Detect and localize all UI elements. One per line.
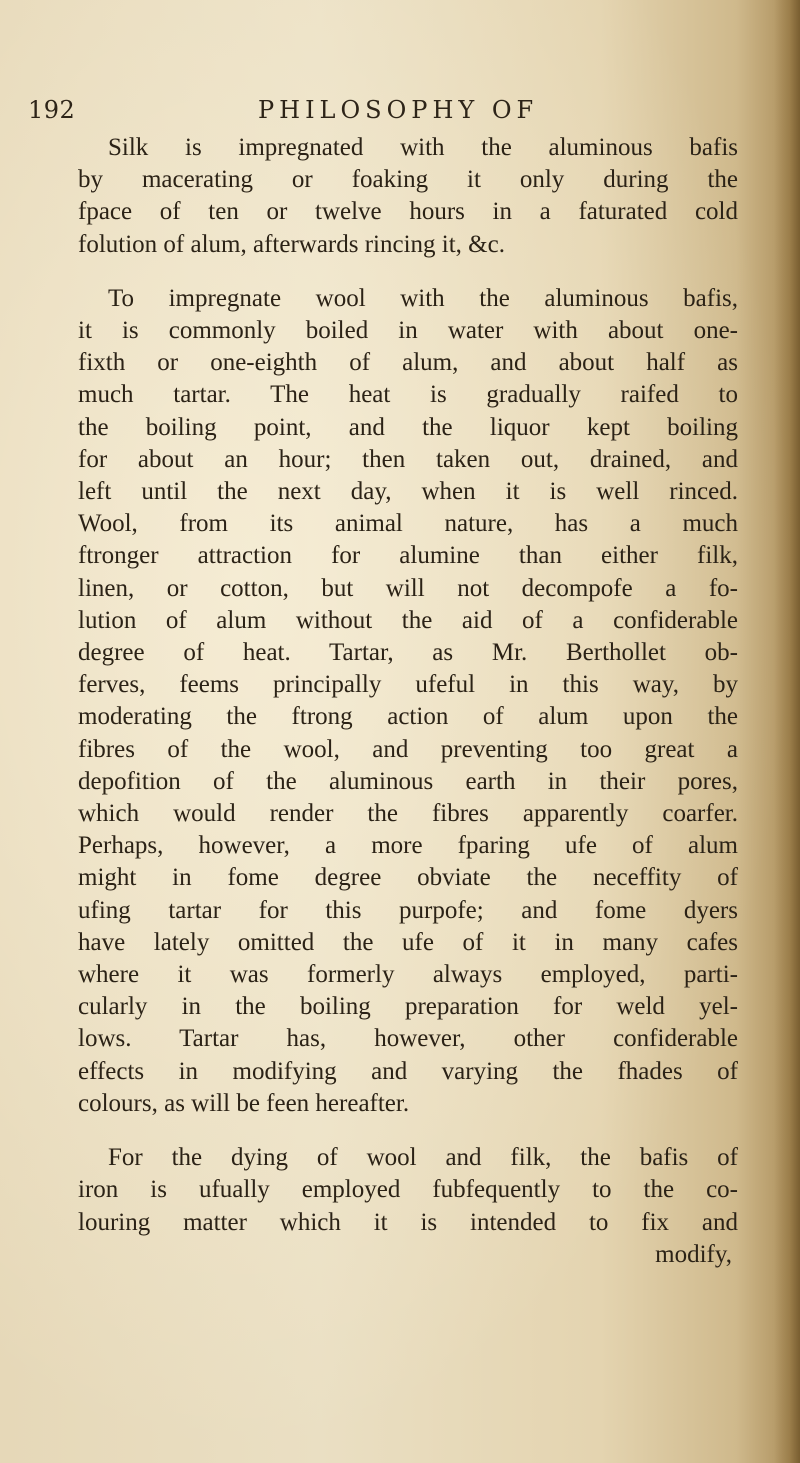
body-text <box>78 132 738 1293</box>
text-line: have lately omitted the ufe of it in many cafes <box>78 928 738 956</box>
page-edge-shadow <box>774 0 800 1463</box>
text-line: cularly in the boiling preparation for weld yel- <box>78 993 738 1021</box>
paragraph-iron <box>78 1142 738 1271</box>
text-line: Perhaps, however, a more fparing ufe of alum <box>78 832 738 860</box>
text-line: much tartar. The heat is gradually raifed to <box>78 381 738 409</box>
text-line: fpace of ten or twelve hours in a faturated cold <box>78 198 738 226</box>
text-line: where it was formerly always employed, parti- <box>78 961 738 989</box>
text-line: which would render the fibres apparently coarfer. <box>78 800 738 828</box>
text-line: Wool, from its animal nature, has a much <box>78 510 738 538</box>
text-line: effects in modifying and varying the fhades of <box>78 1057 738 1085</box>
text-line: degree of heat. Tartar, as Mr. Berthollet ob- <box>78 639 738 667</box>
text-line: lution of alum without the aid of a confiderable <box>78 606 738 634</box>
text-line: it is commonly boiled in water with about one- <box>78 317 738 345</box>
text-line: ftronger attraction for alumine than either filk, <box>78 542 738 570</box>
text-line: by macerating or foaking it only during the <box>78 166 738 194</box>
catchword: modify, <box>655 1240 732 1268</box>
text-line: fibres of the wool, and preventing too great a <box>78 735 738 763</box>
text-line: for about an hour; then taken out, drained, and <box>78 445 738 473</box>
text-line: lows. Tartar has, however, other confiderable <box>78 1025 738 1053</box>
text-line: iron is ufually employed fubfequently to the co- <box>78 1176 738 1204</box>
text-line: fixth or one-eighth of alum, and about half as <box>78 349 738 377</box>
text-line: folution of alum, afterwards rincing it, &c. <box>78 230 505 258</box>
text-line: louring matter which it is intended to fix and <box>78 1208 738 1236</box>
text-line: colours, as will be feen hereafter. <box>78 1089 410 1117</box>
running-head <box>28 96 728 126</box>
text-line: moderating the ftrong action of alum upon the <box>78 703 738 731</box>
text-line: depofition of the aluminous earth in their pores, <box>78 767 738 795</box>
paragraph-wool <box>78 283 738 1120</box>
text-line: ufing tartar for this purpofe; and fome dyers <box>78 896 738 924</box>
text-line: For the dying of wool and filk, the bafis of <box>108 1144 738 1172</box>
text-line: linen, or cotton, but will not decompofe a fo- <box>78 574 738 602</box>
text-line: ferves, feems principally ufeful in this way, by <box>78 671 738 699</box>
text-line: might in fome degree obviate the neceffity of <box>78 864 738 892</box>
text-line: To impregnate wool with the aluminous bafis, <box>108 284 738 312</box>
running-title: PHILOSOPHY OF <box>258 96 539 124</box>
page-number: 192 <box>28 96 76 124</box>
paragraph-silk <box>78 132 738 261</box>
text-line: the boiling point, and the liquor kept boiling <box>78 413 738 441</box>
text-line: left until the next day, when it is well rinced. <box>78 478 738 506</box>
text-line: Silk is impregnated with the aluminous bafis <box>108 134 738 161</box>
